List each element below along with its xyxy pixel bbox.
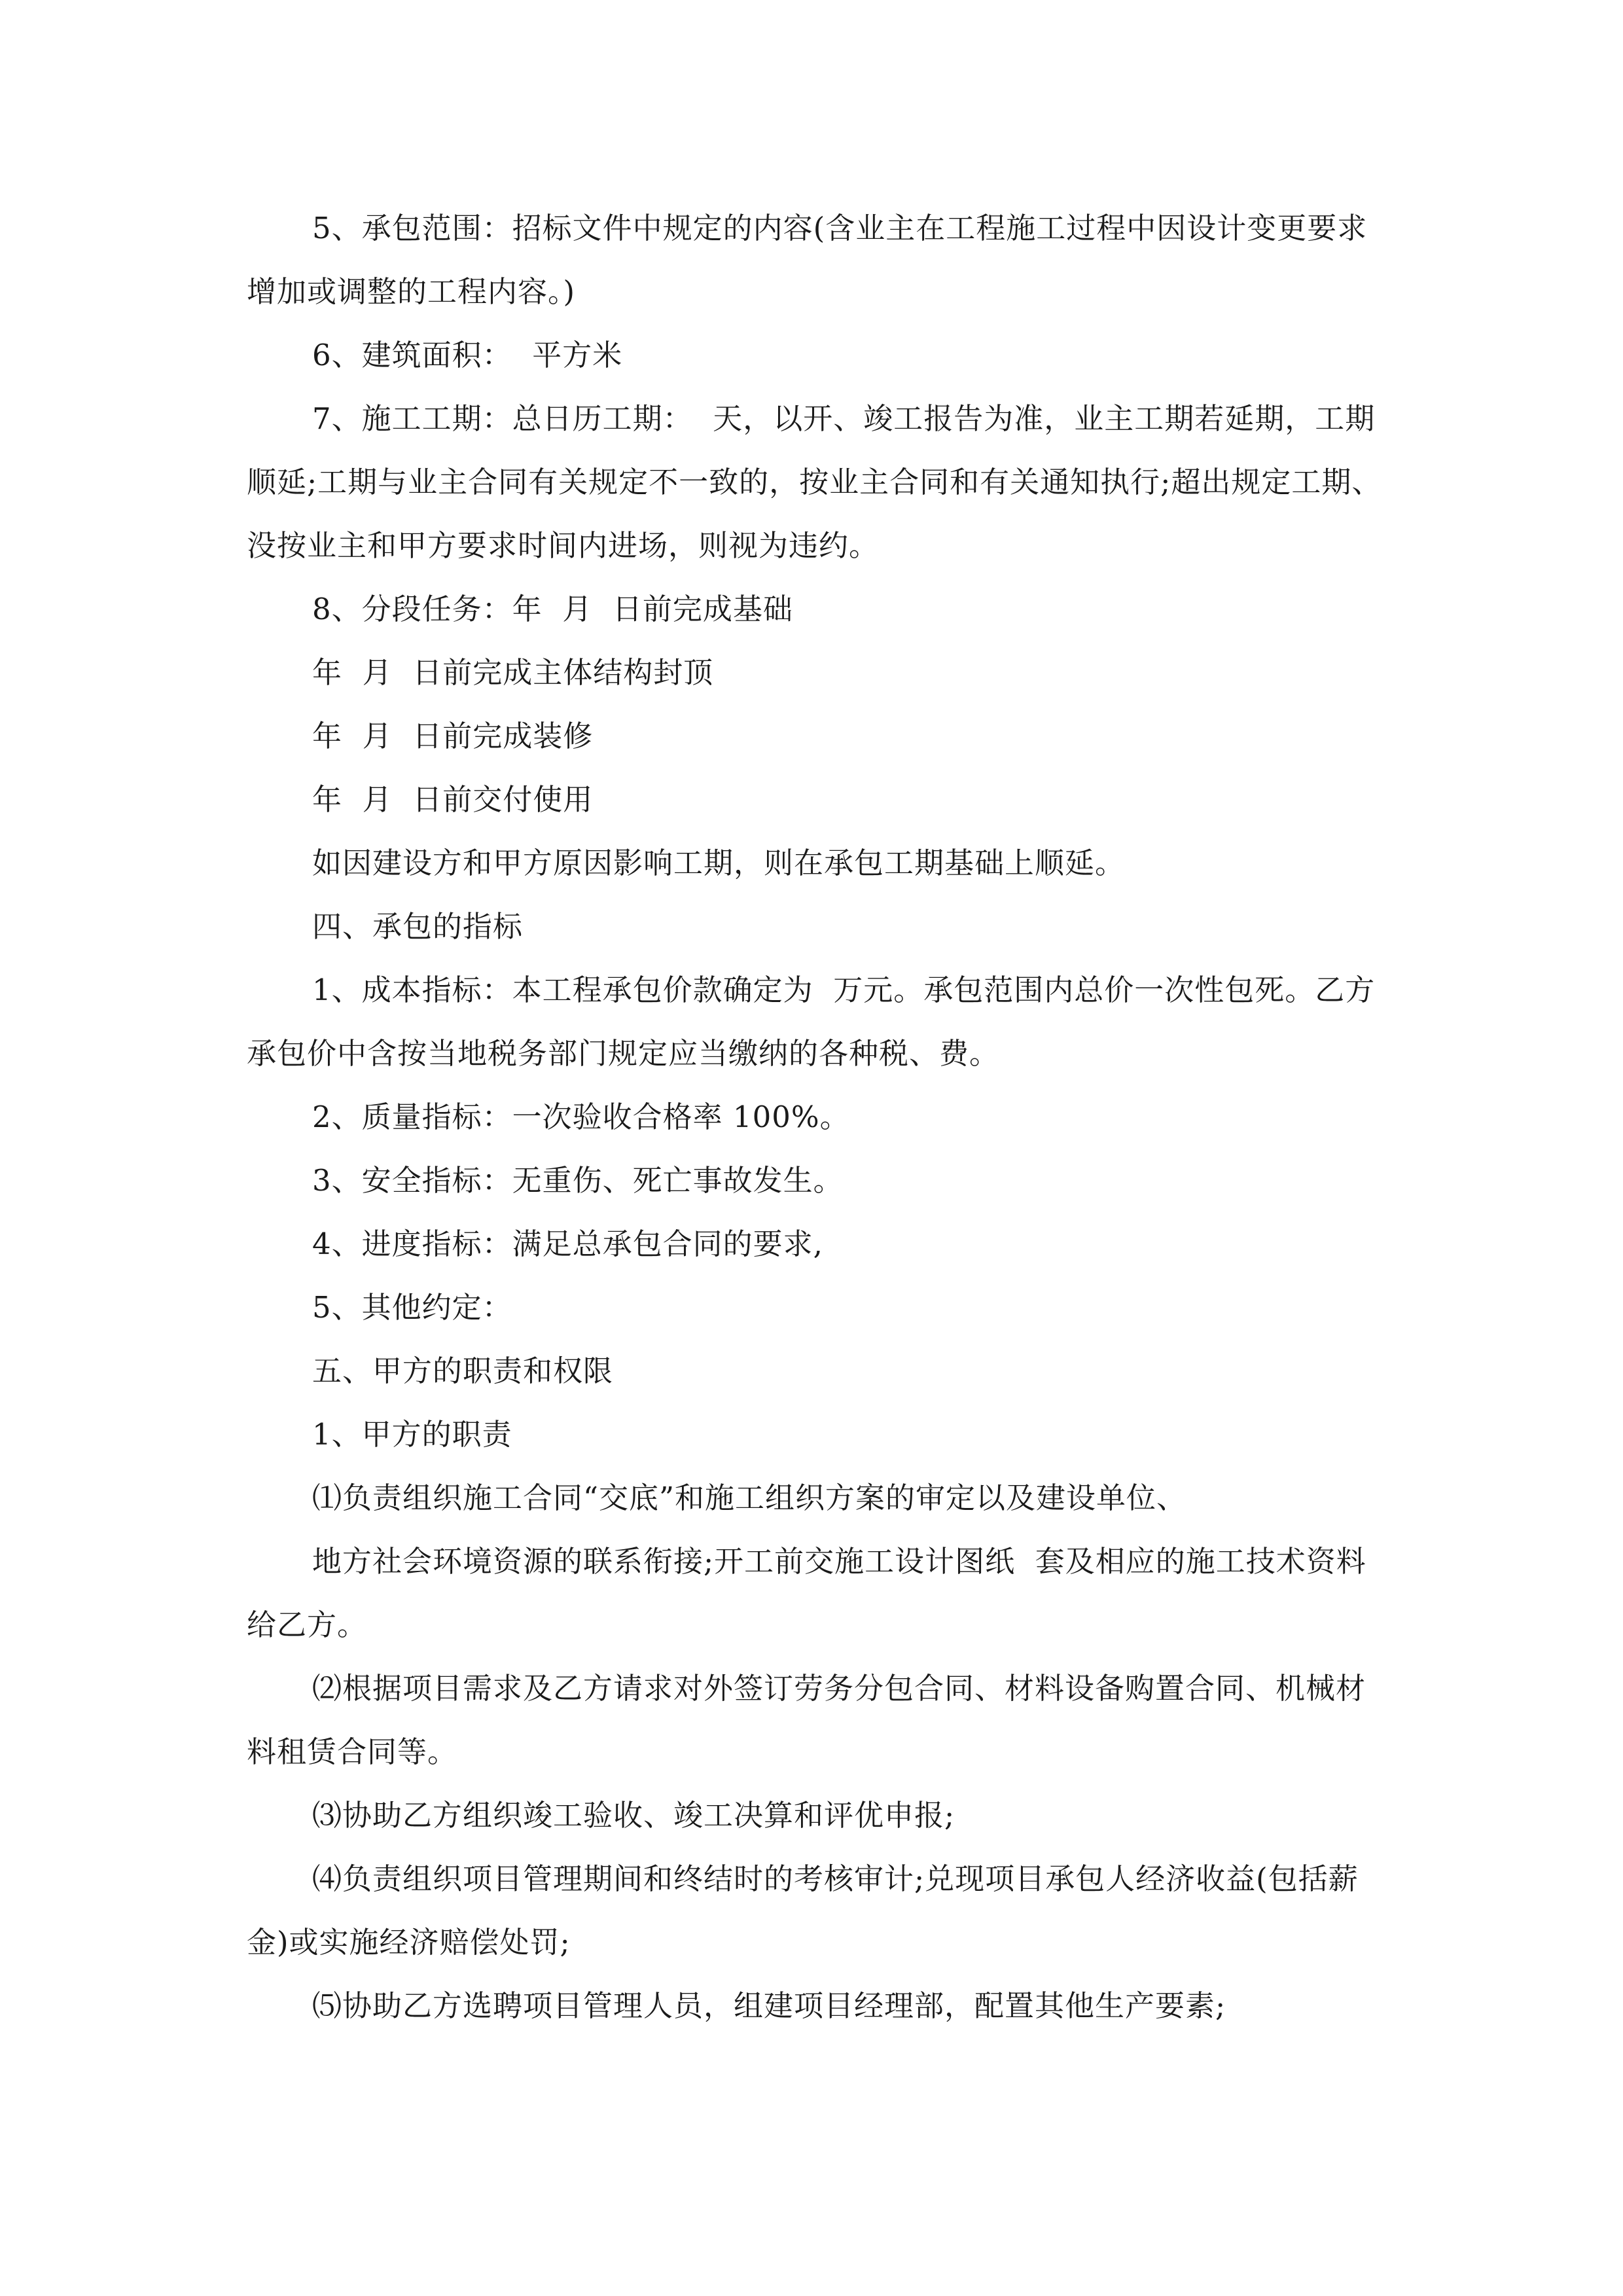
paragraph: 3、安全指标：无重伤、死亡事故发生。 xyxy=(312,1163,844,1198)
paragraph: 7、施工工期：总日历工期： 天，以开、竣工报告为准，业主工期若延期，工期顺延;工期与业主合同有关规定不一致的，按业主合同和有关通知执行;超出规定工期、没按业主和甲方要求时间内进场，则视为违约。 xyxy=(247,401,1382,563)
paragraph: 年 月 日前完成装修 xyxy=(312,719,594,753)
paragraph: 5、其他约定： xyxy=(312,1290,512,1325)
paragraph: 年 月 日前完成主体结构封顶 xyxy=(312,655,714,690)
paragraph: 8、分段任务：年 月 日前完成基础 xyxy=(312,592,793,626)
paragraph: ⑵根据项目需求及乙方请求对外签订劳务分包合同、材料设备购置合同、机械材料租赁合同等。 xyxy=(247,1671,1366,1769)
paragraph: ⑶协助乙方组织竣工验收、竣工决算和评优申报; xyxy=(312,1798,955,1833)
paragraph: ⑸协助乙方选聘项目管理人员，组建项目经理部，配置其他生产要素; xyxy=(312,1988,1226,2023)
paragraph: 6、建筑面积： 平方米 xyxy=(312,338,623,372)
section-heading: 五、甲方的职责和权限 xyxy=(312,1354,614,1388)
paragraph: 5、承包范围：招标文件中规定的内容(含业主在工程施工过程中因设计变更要求增加或调整的工程内容。) xyxy=(247,211,1368,309)
document-body xyxy=(247,196,1389,2037)
paragraph: 1、成本指标：本工程承包价款确定为 万元。承包范围内总价一次性包死。乙方承包价中含按当地税务部门规定应当缴纳的各种税、费。 xyxy=(247,973,1376,1071)
paragraph: 如因建设方和甲方原因影响工期，则在承包工期基础上顺延。 xyxy=(312,846,1126,880)
subsection-heading: 1、甲方的职责 xyxy=(312,1417,512,1452)
paragraph: ⑷负责组织项目管理期间和终结时的考核审计;兑现项目承包人经济收益(包括薪金)或实施经济赔偿处罚; xyxy=(247,1861,1359,1960)
paragraph: 地方社会环境资源的联系衔接;开工前交施工设计图纸 套及相应的施工技术资料给乙方。 xyxy=(247,1544,1366,1642)
paragraph: 4、进度指标：满足总承包合同的要求, xyxy=(312,1227,823,1261)
paragraph: 2、质量指标：一次验收合格率 100%。 xyxy=(312,1100,850,1134)
section-heading: 四、承包的指标 xyxy=(312,909,524,944)
paragraph: ⑴负责组织施工合同“交底”和施工组织方案的审定以及建设单位、 xyxy=(312,1480,1187,1515)
paragraph: 年 月 日前交付使用 xyxy=(312,782,594,817)
